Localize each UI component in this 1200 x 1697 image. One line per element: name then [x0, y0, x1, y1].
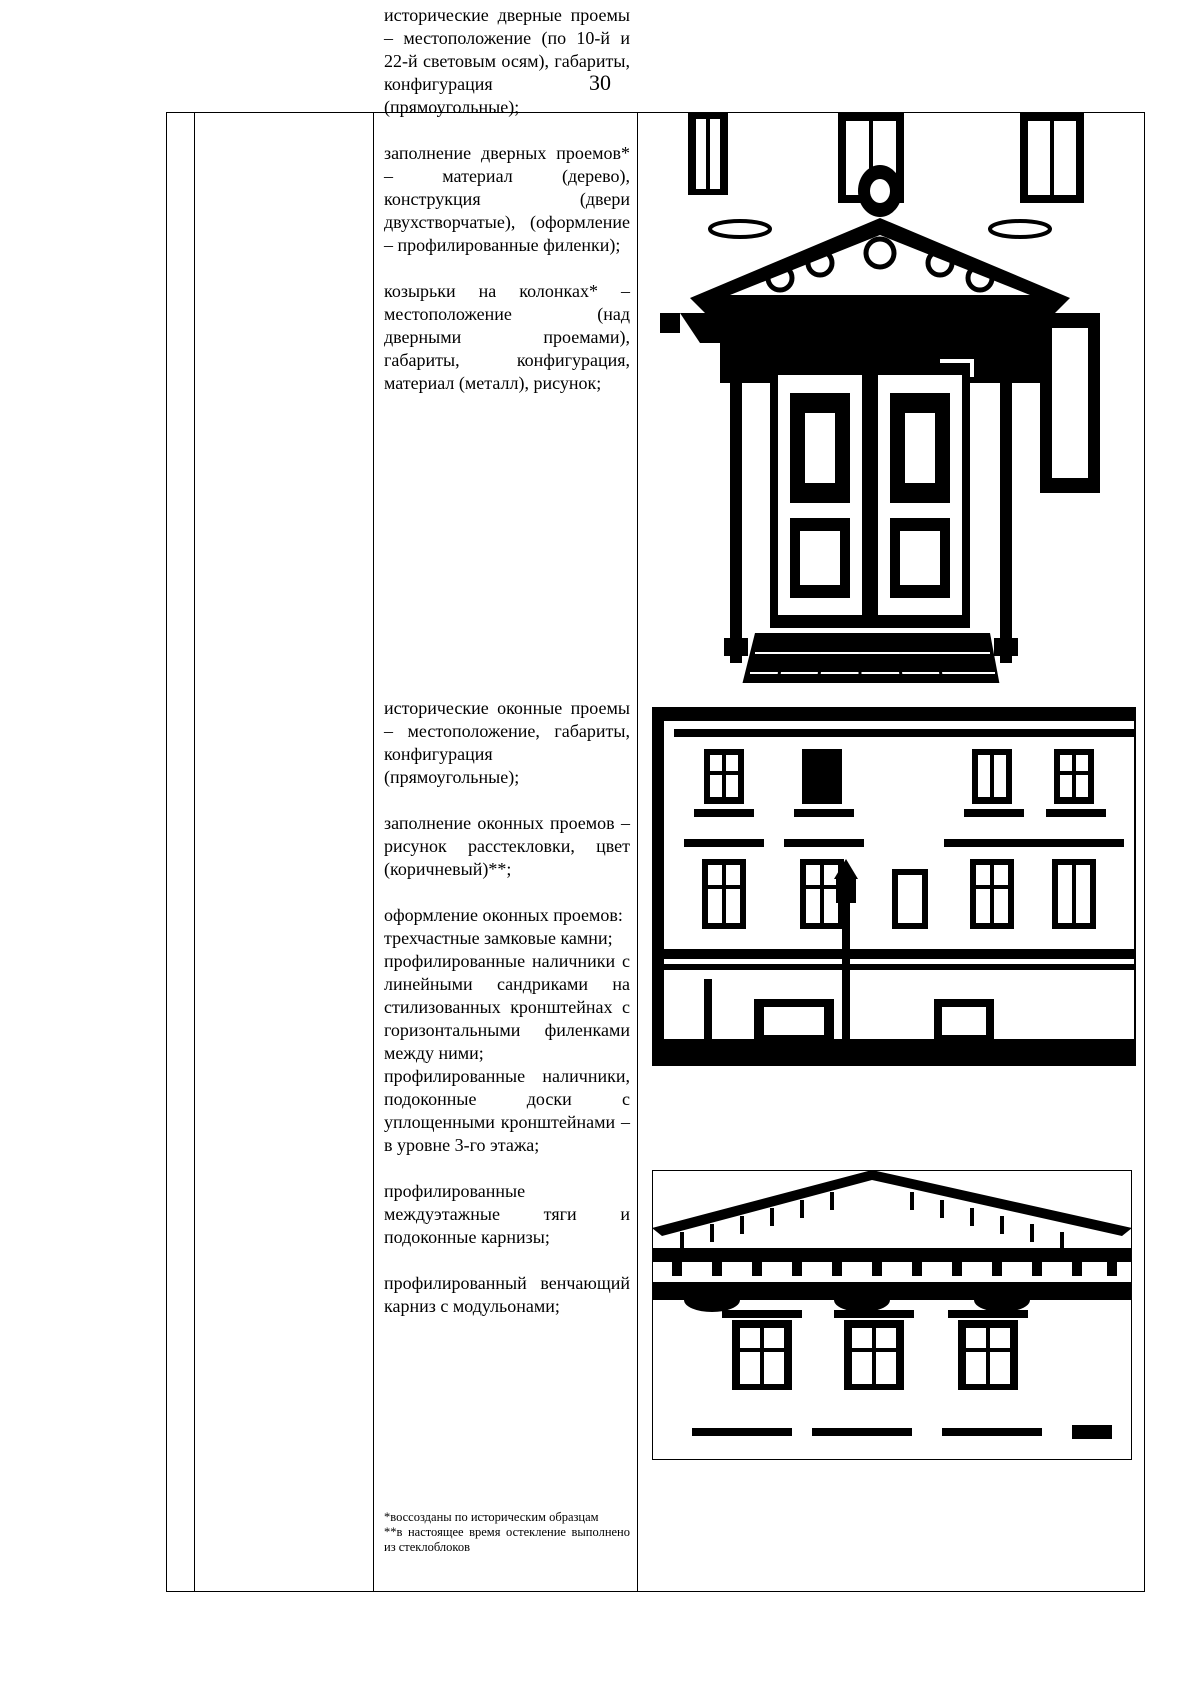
group-doors: [384, 4, 630, 395]
column-divider: [194, 113, 195, 1591]
footnote-2: **в настоящее время остекление выполнено из стеклоблоков: [384, 1525, 630, 1554]
paragraph-window-openings: исторические оконные проемы – местоположение, габариты, конфигурация (прямоугольные);: [384, 698, 630, 787]
cornice-window-row: [732, 1320, 1018, 1390]
paragraph-architraves: профилированные наличники с линейными сандриками на стилизованных кронштейнах с горизонтальными филенками между ними;: [384, 951, 630, 1063]
paragraph-window-fill: заполнение оконных проемов – рисунок расстекловки, цвет (коричневый)**;: [384, 813, 630, 879]
column-divider: [373, 113, 374, 1591]
footnote-1: *воссозданы по историческим образцам: [384, 1510, 599, 1524]
cornice-drawing: [652, 1170, 1132, 1460]
column-divider: [637, 113, 638, 1591]
photo-entrance-canopy: [660, 113, 1100, 683]
paragraph-window-decor: оформление оконных проемов:: [384, 905, 623, 925]
page-number: 30: [589, 70, 611, 95]
group-windows: [384, 697, 630, 1318]
facade-windows-drawing: [654, 709, 1134, 1064]
entrance-canopy-drawing: [660, 113, 1100, 683]
paragraph-cornice: профилированный венчающий карниз с модульонами;: [384, 1273, 630, 1316]
paragraph-door-openings: исторические дверные проемы – местоположение (по 10-й и 22-й световым осям), габариты, конфигурация (прямоугольные);: [384, 5, 630, 117]
photo-facade-windows: [652, 707, 1136, 1066]
paragraph-keystones: трехчастные замковые камни;: [384, 928, 613, 948]
paragraph-belts: профилированные междуэтажные тяги и подоконные карнизы;: [384, 1181, 630, 1247]
photo-cornice-modillions: [652, 1170, 1132, 1460]
paragraph-third-floor: профилированные наличники, подоконные доски с уплощенными кронштейнами – в уровне 3-го этажа;: [384, 1066, 630, 1155]
paragraph-canopies: козырьки на колонках* – местоположение (над дверными проемами), габариты, конфигурация, материал (металл), рисунок;: [384, 281, 630, 393]
paragraph-door-fill: заполнение дверных проемов* – материал (дерево), конструкция (двери двухстворчатые), (оформление – профилированные филенки);: [384, 143, 630, 255]
footnotes: [384, 1510, 630, 1555]
